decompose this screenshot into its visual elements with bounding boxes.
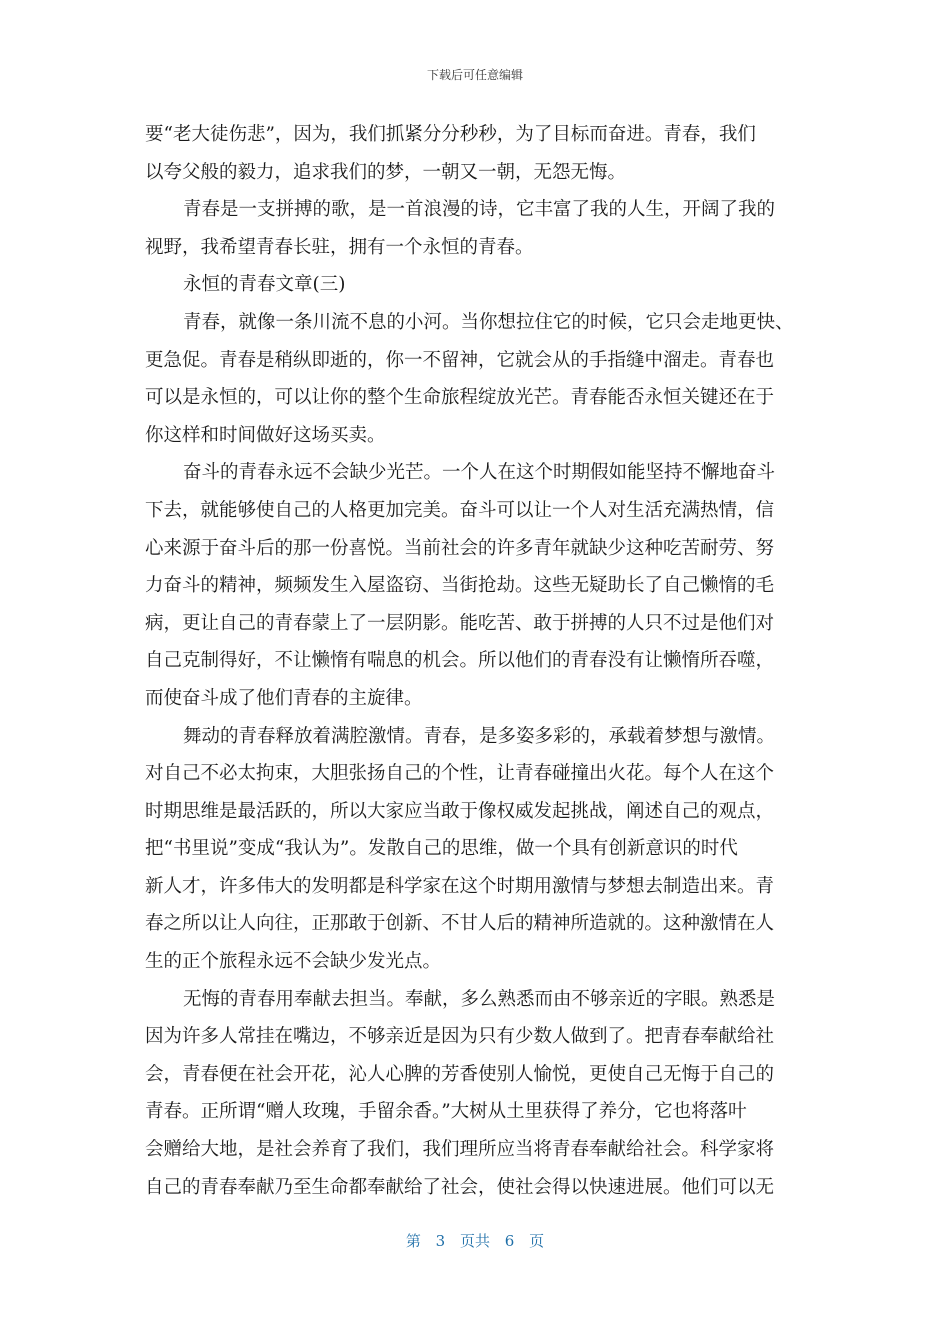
text-line: 病，更让自己的青春蒙上了一层阴影。能吃苦、敢于拼搏的人只不过是他们对 [145, 612, 775, 634]
text-line: 青春，就像一条川流不息的小河。当你想拉住它的时候，它只会走地更快、 [183, 311, 794, 333]
text-line: 要“老大徒伤悲”，因为，我们抓紧分分秒秒，为了目标而奋进。青春，我们 [145, 124, 756, 145]
text-line: 自己克制得好，不让懒惰有喘息的机会。所以他们的青春没有让懒惰所吞噬， [145, 650, 775, 672]
text-line: 永恒的青春文章(三) [183, 274, 346, 296]
text-line: 奋斗的青春永远不会缺少光芒。一个人在这个时期假如能坚持不懈地奋斗 [183, 462, 776, 484]
page-footer: 第 3 页共 6 页 [405, 1232, 545, 1250]
text-line: 力奋斗的精神，频频发生入屋盗窃、当街抢劫。这些无疑助长了自己懒惰的毛 [145, 575, 775, 597]
text-line: 可以是永恒的，可以让你的整个生命旅程绽放光芒。青春能否永恒关键还在于 [145, 387, 775, 409]
text-line: 无悔的青春用奉献去担当。奉献，多么熟悉而由不够亲近的字眼。熟悉是 [183, 988, 776, 1010]
text-line: 时期思维是最活跃的，所以大家应当敢于像权威发起挑战，阐述自己的观点， [145, 800, 775, 822]
text-line: 春之所以让人向往，正那敢于创新、不甘人后的精神所造就的。这种激情在人 [145, 913, 775, 935]
text-line: 青春是一支拼搏的歌，是一首浪漫的诗，它丰富了我的人生，开阔了我的 [183, 199, 776, 221]
page-header: 下载后可任意编辑 [426, 68, 523, 82]
document-body [145, 116, 805, 1206]
text-line: 青春。正所谓“赠人玫瑰，手留余香。”大树从土里获得了养分，它也将落叶 [145, 1101, 747, 1123]
text-line: 更急促。青春是稍纵即逝的，你一不留神，它就会从的手指缝中溜走。青春也 [145, 349, 775, 371]
text-line: 你这样和时间做好这场买卖。 [145, 424, 386, 446]
text-line: 会赠给大地，是社会养育了我们，我们理所应当将青春奉献给社会。科学家将 [145, 1139, 775, 1161]
text-line: 舞动的青春释放着满腔激情。青春，是多姿多彩的，承载着梦想与激情。 [183, 725, 776, 747]
text-line: 对自己不必太拘束，大胆张扬自己的个性，让青春碰撞出火花。每个人在这个 [145, 763, 775, 785]
text-line: 生的正个旅程永远不会缺少发光点。 [145, 951, 442, 973]
text-line: 而使奋斗成了他们青春的主旋律。 [145, 687, 423, 709]
text-line: 下去，就能够使自己的人格更加完美。奋斗可以让一个人对生活充满热情，信 [145, 499, 775, 521]
text-line: 会，青春便在社会开花，沁人心脾的芳香使别人愉悦，更使自己无悔于自己的 [145, 1063, 775, 1085]
text-line: 心来源于奋斗后的那一份喜悦。当前社会的许多青年就缺少这种吃苦耐劳、努 [145, 537, 775, 559]
text-line: 新人才，许多伟大的发明都是科学家在这个时期用激情与梦想去制造出来。青 [145, 875, 775, 897]
text-line: 把“书里说”变成“我认为”。发散自己的思维，做一个具有创新意识的时代 [145, 838, 738, 860]
text-line: 以夸父般的毅力，追求我们的梦，一朝又一朝，无怨无悔。 [145, 161, 627, 183]
text-line: 视野，我希望青春长驻，拥有一个永恒的青春。 [145, 236, 534, 258]
text-line: 因为许多人常挂在嘴边，不够亲近是因为只有少数人做到了。把青春奉献给社 [145, 1026, 775, 1048]
text-line: 自己的青春奉献乃至生命都奉献给了社会，使社会得以快速进展。他们可以无 [145, 1176, 775, 1198]
